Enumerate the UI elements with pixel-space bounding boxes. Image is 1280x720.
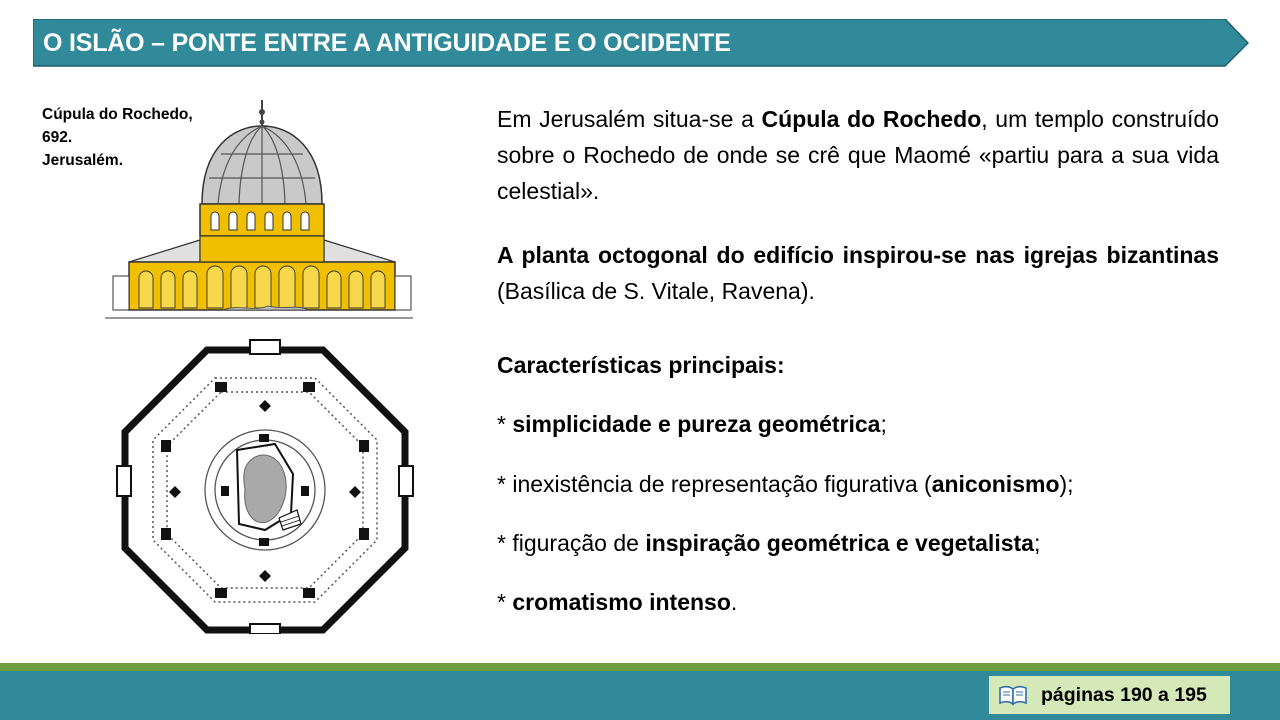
plan-paragraph [497,237,1219,309]
characteristic-item [497,406,1257,442]
characteristic-item [497,466,1257,502]
item-prefix: * [497,411,513,437]
item-prefix: * figuração de [497,530,646,556]
title-banner [33,19,1249,67]
item-suffix: ; [880,411,887,437]
book-icon [999,684,1027,706]
intro-text-a: Em Jerusalém situa-se a [497,106,762,132]
item-prefix: * [497,589,513,615]
plan-text: (Basílica de S. Vitale, Ravena). [497,278,815,304]
item-emphasis: cromatismo intenso [512,589,731,615]
item-suffix: ); [1059,471,1074,497]
item-emphasis: inspiração geométrica e vegetalista [645,530,1034,556]
intro-emphasis: Cúpula do Rochedo [761,106,982,132]
item-emphasis: aniconismo [931,471,1060,497]
characteristic-item [497,525,1257,561]
dome-elevation-drawing [103,98,415,326]
item-suffix: ; [1033,530,1041,556]
item-suffix: . [730,589,738,615]
caption-line-1: Cúpula do Rochedo, [42,106,193,123]
caption-line-2: 692. [42,129,73,146]
characteristics-heading: Características principais: [497,352,785,378]
footer-accent-stripe [0,663,1280,671]
pages-reference-box [989,676,1230,714]
page-title: O ISLÃO – PONTE ENTRE A ANTIGUIDADE E O OCIDENTE [43,29,731,57]
characteristic-item [497,584,1257,620]
intro-text-b: , um templo construído sobre o Rochedo de onde se crê que Maomé «partiu para a sua vida celestial». [497,106,1219,204]
caption-line-3: Jerusalém. [42,152,123,169]
item-prefix: * inexistência de representação figurativa ( [497,471,932,497]
pages-reference: páginas 190 a 195 [1041,684,1207,706]
plan-emphasis: A planta octogonal do edifício inspirou-se nas igrejas bizantinas [497,242,1219,268]
intro-paragraph [497,101,1219,209]
item-emphasis: simplicidade e pureza geométrica [512,411,881,437]
octagonal-floor-plan [115,338,415,634]
